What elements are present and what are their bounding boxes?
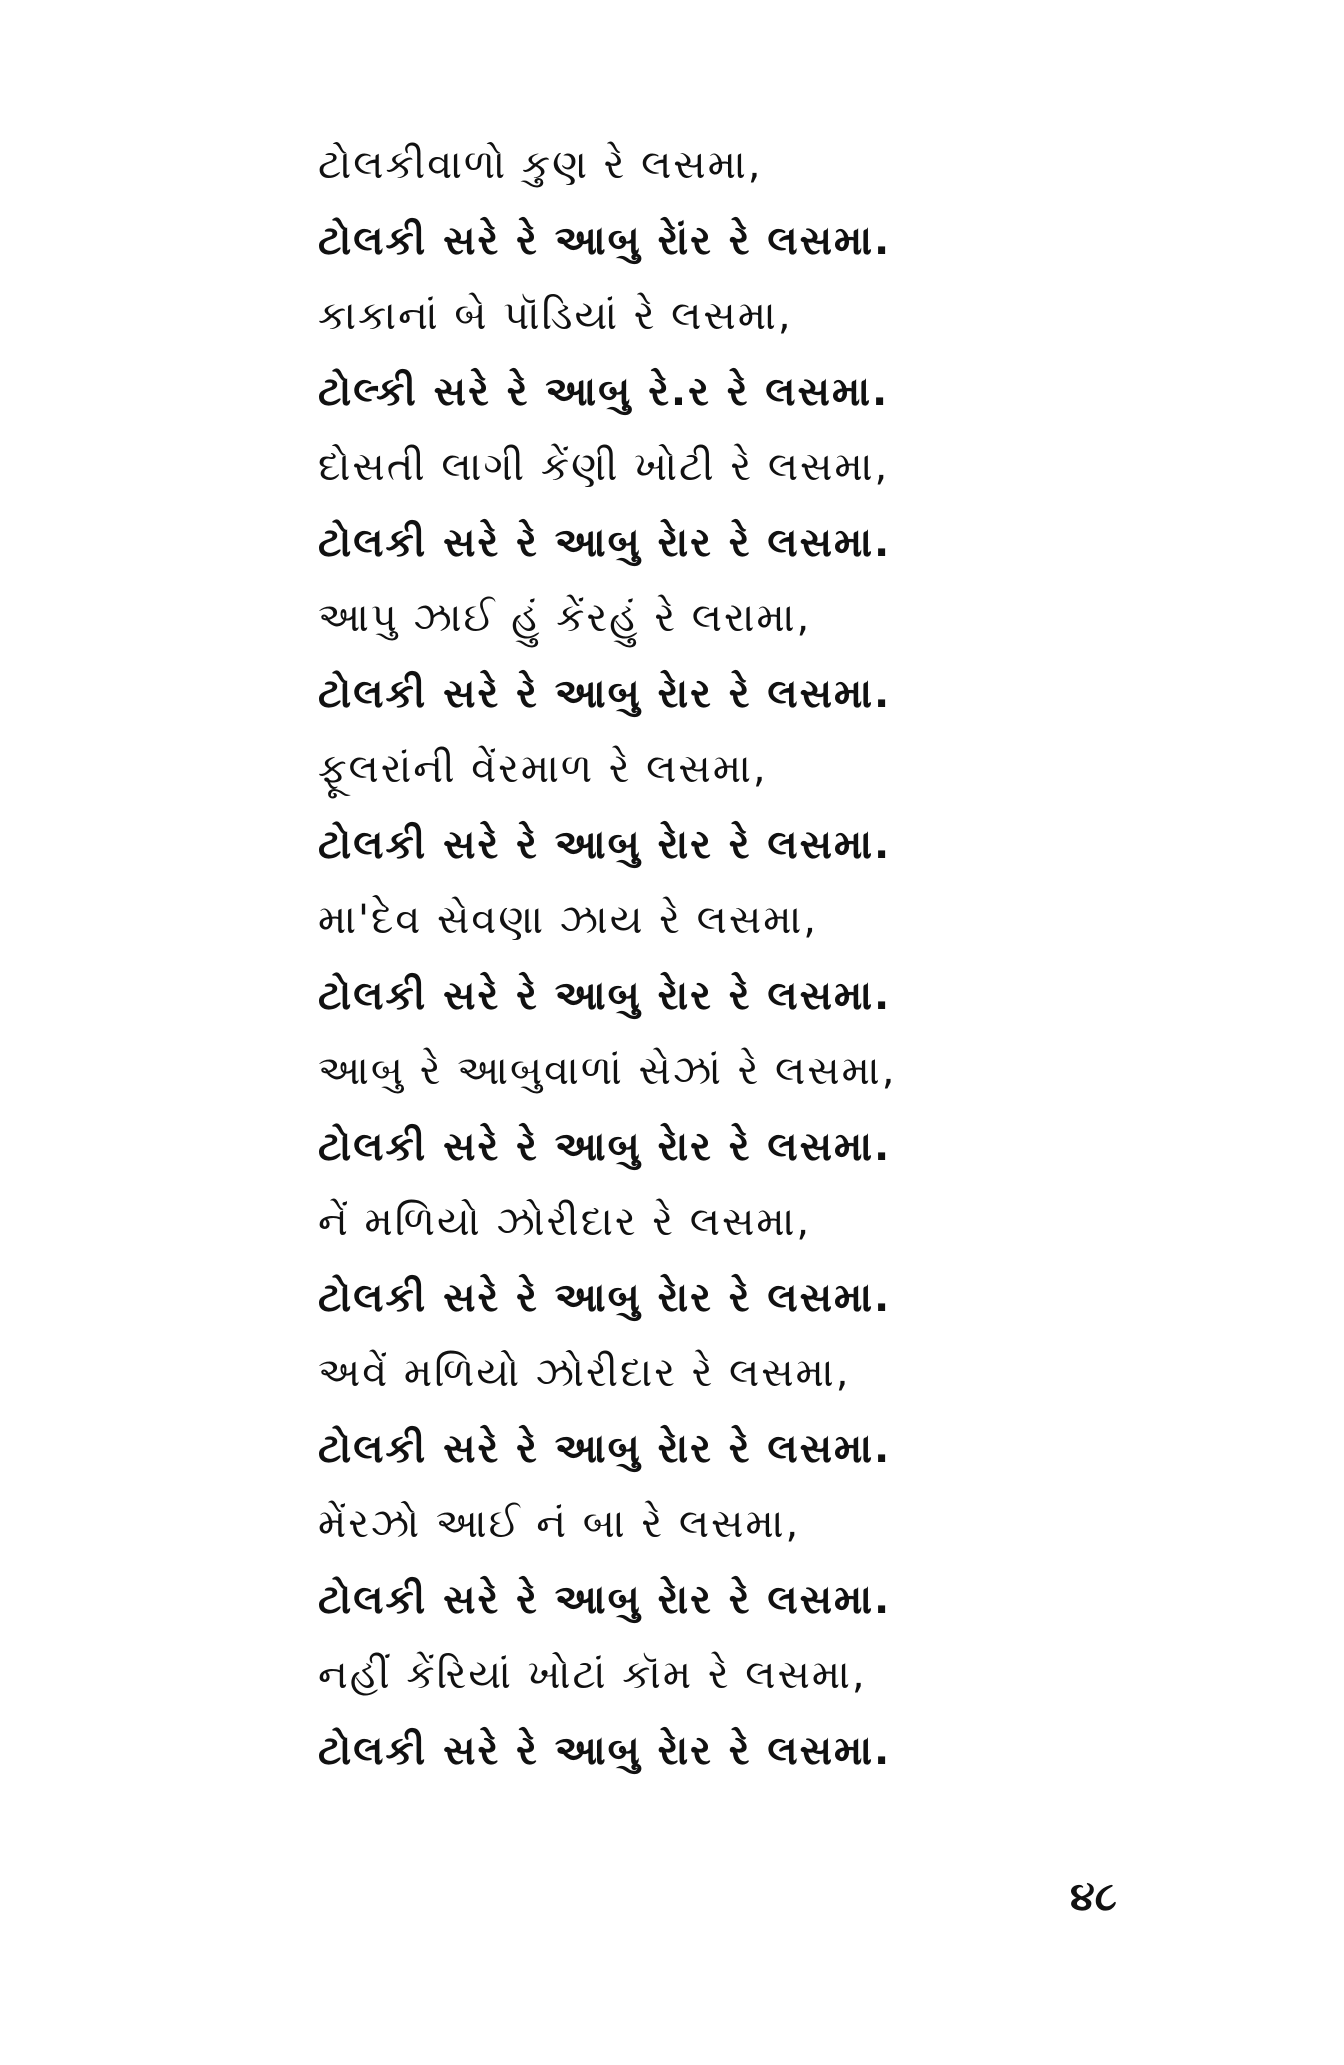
poem-line: અવેં મળિયો ઝોરીદાર રે લસમા, (318, 1350, 851, 1396)
poem-refrain-line: ટોલકી સરે રે આબુ રેાર રે લસમા. (318, 670, 892, 717)
page-number: ૪૮ (1070, 1874, 1117, 1920)
poem-refrain-line: ટોલકી સરે રે આબુ રેાંર રે લસમા. (318, 217, 892, 264)
poem-refrain-line: ટોલકી સરે રે આબુ રેાર રે લસમા. (318, 519, 892, 566)
poem-line: નેં મળિયો ઝોરીદાર રે લસમા, (318, 1199, 812, 1245)
poem-refrain-line: ટોલકી સરે રે આબુ રેાર રે લસમા. (318, 821, 892, 868)
poem-refrain-line: ટોલકી સરે રે આબુ રેાર રે લસમા. (318, 1727, 892, 1774)
poem-line: દોસતી લાગી કેંણી ખોટી રે લસમા, (318, 444, 890, 490)
poem-line: આબુ રે આબુવાળાં સેઝાં રે લસમા, (318, 1048, 897, 1094)
poem-line: આપુ ઝાઈ હું કેંરહું રે લરામા, (318, 595, 812, 641)
poem-refrain-line: ટોલકી સરે રે આબુ રેાર રે લસમા. (318, 1123, 892, 1170)
poem-refrain-line: ટોલ્કી સરે રે આબુ રે.ર રે લસમા. (318, 368, 890, 415)
poem (318, 128, 1118, 1789)
poem-refrain-line: ટોલકી સરે રે આબુ રેાર રે લસમા. (318, 1425, 892, 1472)
poem-refrain-line: ટોલકી સરે રે આબુ રેાર રે લસમા. (318, 972, 892, 1019)
poem-line: નહીં કેંરિયાં ખોટાં કૉમ રે લસમા, (318, 1652, 867, 1698)
poem-refrain-line: ટોલકી સરે રે આબુ રેાર રે લસમા. (318, 1274, 892, 1321)
poem-refrain-line: ટોલકી સરે રે આબુ રેાર રે લસમા. (318, 1576, 892, 1623)
poem-line: ટોલકીવાળો કુણ રે લસમા, (318, 142, 763, 188)
poem-line: મા'દેવ સેવણા ઝાય રે લસમા, (318, 897, 818, 943)
poem-line: ફૂલરાંની વેંરમાળ રે લસમા, (318, 746, 768, 792)
poem-line: મેંરઝો આઈ નં બા રે લસમા, (318, 1501, 801, 1547)
poem-line: કાકાનાં બે પૉડિયાં રે લસમા, (318, 293, 793, 339)
